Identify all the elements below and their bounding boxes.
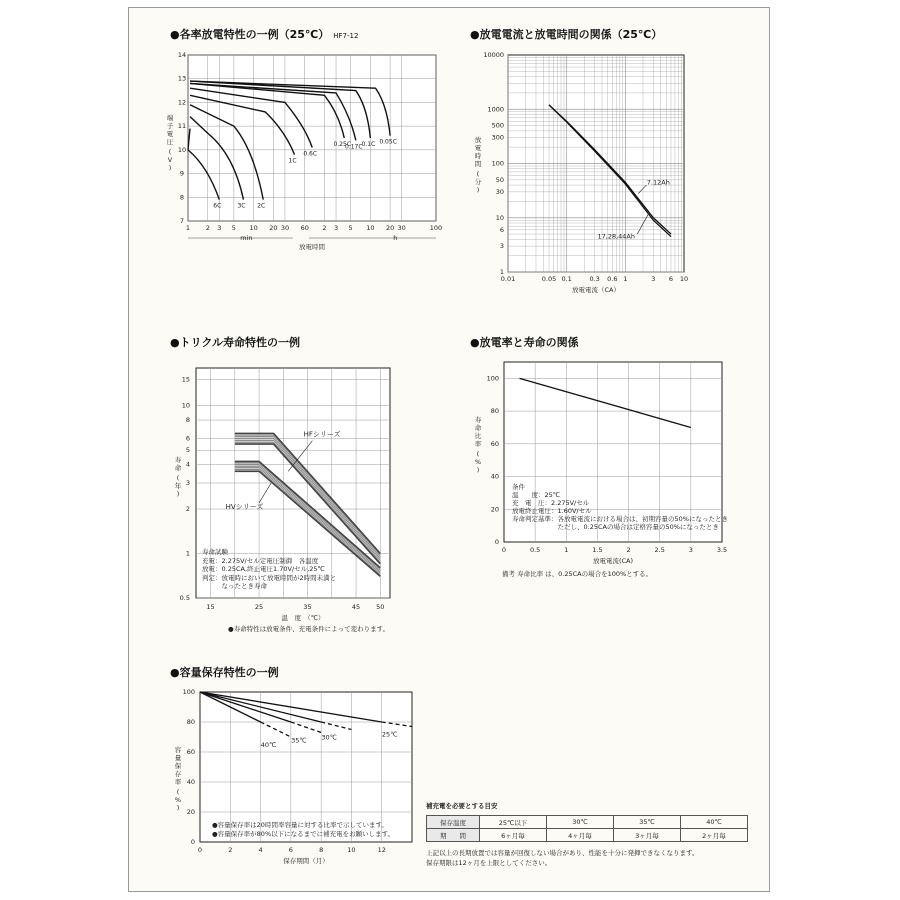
y-tick-label: 6 [185,434,190,443]
x-tick-label: 0 [501,546,507,554]
y-tick-label: 7 [179,217,185,225]
retention-series-label: 25℃ [381,730,398,739]
y-tick-label: 10 [495,213,504,222]
y-tick-label: 80 [490,407,499,416]
x-unit-h-label: h [393,234,398,242]
x-tick-label: 10 [366,224,375,232]
x-tick-label: 1 [623,275,628,283]
y-tick-label: 0 [494,538,499,546]
y-axis-label: 率 [474,440,482,448]
x-tick-label: 0.6 [607,275,618,283]
y-axis-label: 電 [474,144,482,152]
table-cell: 期 間 [427,829,480,842]
y-tick-label: 1 [185,549,190,558]
x-tick-label: 25 [254,603,264,611]
trickle-condition-line: 放電：0.25CA,終止電圧1.70V/セル,25℃ [202,565,325,573]
y-tick-label: 8 [185,416,190,425]
x-tick-label: 2 [228,846,233,854]
y-tick-label: 5 [185,446,190,455]
y-axis-label: ( [476,450,480,458]
y-tick-label: 11 [177,122,187,131]
recharge-note-2: 保存期限は12ヶ月を上限としてください。 [426,859,552,867]
trickle-footnote: ●寿命特性は放電条件、充電条件によって変わります。 [228,625,390,633]
y-axis-label: 保 [174,762,182,770]
retention-note-line: ●容量保存率が80%以下になるまでに補充電をお願いします。 [212,830,395,838]
x-tick-label: 1 [564,546,569,554]
x-axis-label: 温 度 （℃） [281,614,325,622]
x-unit-min-label: min [240,234,253,242]
rate-life-condition-line: 条件 [512,483,525,491]
x-tick-label: 5 [348,224,353,232]
trickle-chart-title: ●トリクル寿命特性の一例 [170,336,301,349]
y-tick-label: 10 [181,401,190,410]
y-tick-label: 40 [490,472,499,481]
y-tick-label: 9 [179,169,185,178]
y-tick-label: 10 [177,145,187,154]
x-tick-label: 30 [280,224,290,232]
y-axis-label: 量 [174,754,182,762]
x-tick-label: 0.3 [589,275,600,283]
y-axis-label: 比 [474,432,482,440]
x-tick-label: 2 [205,224,210,232]
y-tick-label: 100 [486,374,499,383]
curve-label: 0.25C [333,141,352,148]
recharge-table-title: 補充電を必要とする目安 [426,802,498,810]
current-time-chart-title: ●放電電流と放電時間の関係（25℃） [470,28,663,41]
curve-label: 3C [237,202,246,210]
discharge-plot-area [188,55,436,221]
y-axis-label: ) [176,804,180,812]
trickle-condition-line: 充電：2.275V/セル定電圧制御 各温度 [202,556,319,565]
hf-series-label: HFシリーズ [303,430,341,439]
retention-chart-title: ●容量保存特性の一例 [170,666,279,679]
x-tick-label: 35 [303,603,312,611]
hv-series-label: HVシリーズ [225,503,264,512]
x-tick-label: 6 [668,275,674,283]
table-header-cell: 保存温度 [427,816,480,829]
y-tick-label: 15 [181,375,190,384]
x-tick-label: 30 [397,224,406,232]
y-axis-label: V [167,156,173,164]
y-axis-label: ( [168,148,172,156]
curve-label: 0.1C [361,141,376,148]
y-tick-label: 50 [495,175,504,184]
y-axis-label: 年 [174,482,182,490]
y-tick-label: 2 [185,505,190,514]
y-tick-label: 30 [495,187,504,196]
x-tick-label: 2 [626,546,631,554]
table-cell: 3ヶ月毎 [614,829,681,842]
y-tick-label: 20 [490,505,499,514]
x-tick-label: 2 [322,224,327,232]
y-tick-label: 0 [190,838,195,846]
y-tick-label: 300 [491,133,504,142]
x-tick-label: 15 [206,603,215,611]
y-axis-label: 圧 [166,138,174,146]
x-axis-label: 放電時間 [299,243,325,251]
x-axis-label: 放電電流（CA） [572,286,620,294]
y-axis-label: 子 [166,122,174,130]
x-tick-label: 0.5 [529,546,541,554]
recharge-table [426,815,748,842]
y-tick-label: 60 [186,748,195,756]
y-axis-label: 容 [174,746,182,754]
y-axis-label: 寿 [474,416,482,424]
retention-series-label: 30℃ [321,733,337,742]
rate-life-condition-line: 充 電 圧：2.275V/セル [512,499,590,507]
x-tick-label: 0 [197,846,203,854]
retention-series-label: 40℃ [260,741,277,749]
rate-life-condition-line: 放電終止電圧：1.60V/セル [512,507,592,515]
table-header-cell: 40℃ [681,816,748,829]
x-tick-label: 3 [688,546,693,554]
x-tick-label: 2.5 [654,546,665,554]
recharge-note-1: 上記以上の長期放置では容量が回復しない場合があり、性能を十分に発揮できなくなります。 [426,849,699,857]
trickle-condition-line: 寿命試験 [202,548,228,556]
y-axis-label: 存 [174,770,182,778]
x-tick-label: 5 [231,224,236,232]
y-axis-label: 命 [474,424,482,432]
x-tick-label: 10 [347,846,356,854]
x-tick-label: 20 [269,224,278,232]
curve-label: 1C [288,157,297,165]
y-axis-label: 命 [174,464,182,472]
rate-life-chart-title: ●放電率と寿命の関係 [470,336,579,349]
y-axis-label: ( [176,474,180,482]
y-tick-label: 13 [177,74,187,83]
y-axis-label: ) [168,164,172,172]
x-tick-label: 20 [385,224,395,232]
x-tick-label: 1 [185,224,191,232]
y-tick-label: 80 [186,718,195,726]
y-tick-label: 3 [499,242,504,251]
curve-label: 0.05C [379,138,397,146]
y-axis-label: ) [176,490,180,498]
trickle-condition-line: 判定：放電時において放電時間が2時間未満と [202,573,337,582]
y-tick-label: 14 [177,51,187,59]
y-axis-label: 間 [474,160,482,168]
y-axis-label: ( [176,788,180,796]
y-axis-label: 率 [174,778,182,786]
y-axis-label: 時 [474,152,482,160]
x-tick-label: 0.1 [561,275,572,283]
y-tick-label: 20 [186,808,195,816]
x-tick-label: 3 [333,224,339,232]
x-tick-label: 100 [429,224,443,232]
y-axis-label: ) [476,466,480,474]
y-axis-label: 放 [474,136,482,144]
rate-life-condition-line: ただし、0.25CAの場合は定格容量の50%になったとき [512,523,719,531]
retention-note-line: ●容量保存率は20時間率容量に対する比率で示しています。 [212,821,388,829]
x-tick-label: 3 [217,224,222,232]
table-header-cell: 30℃ [547,816,614,829]
y-axis-label: 電 [166,130,174,138]
y-axis-label: ) [476,186,480,194]
x-tick-label: 1.5 [592,546,603,554]
y-tick-label: 0.5 [179,594,190,602]
y-axis-label: % [474,458,482,466]
y-tick-label: 3 [185,479,190,487]
rate-life-condition-line: 寿命判定基準：各放電電流における場合は、初期容量の50%になったとき [512,515,728,523]
x-tick-label: 10 [679,275,689,283]
retention-series-label: 35℃ [291,736,307,745]
x-tick-label: 6 [288,846,293,854]
y-tick-label: 500 [491,121,504,130]
x-tick-label: 60 [300,224,309,232]
recharge-table-row [427,829,748,842]
x-tick-label: 3.5 [716,546,728,554]
x-tick-label: 12 [377,846,386,854]
y-axis-label: 端 [166,114,174,122]
x-tick-label: 3 [651,275,656,283]
curve-label: 0.17C [345,143,363,151]
x-tick-label: 45 [351,603,361,611]
table-header-cell: 35℃ [614,816,681,829]
table-header-cell: 25℃以下 [480,816,547,829]
x-tick-label: 4 [258,846,263,854]
rate-life-footnote: 備考 寿命比率 は、0.25CAの場合を100%とする。 [502,570,653,578]
y-axis-label: 寿 [174,456,182,464]
y-tick-label: 6 [499,225,504,234]
curve-label: 6C [213,202,222,210]
discharge-chart-title: ●各率放電特性の一例（25℃） HF7-12 [170,28,359,41]
annotation-label: 17,28,44Ah [597,232,636,241]
y-tick-label: 4 [185,460,190,469]
y-tick-label: 40 [186,778,195,786]
y-tick-label: 10000 [483,51,504,59]
model-label: HF7-12 [333,32,359,40]
x-axis-label: 保存期間（月） [283,857,329,865]
y-tick-label: 1 [499,268,504,276]
y-tick-label: 8 [179,193,185,202]
y-tick-label: 12 [177,98,187,107]
curve-label: 0.6C [303,150,318,158]
curve-label: 2C [257,202,266,210]
y-axis-label: ( [476,170,480,178]
x-tick-label: 0.05 [541,275,557,283]
y-tick-label: 60 [490,439,499,448]
x-axis-label: 放電電流(CA) [592,557,634,565]
y-tick-label: 100 [491,159,504,168]
x-tick-label: 50 [376,603,385,611]
trickle-condition-line: なったとき寿命 [202,582,267,590]
x-tick-label: 10 [249,224,258,232]
x-tick-label: 8 [319,846,324,854]
y-tick-label: 1000 [487,105,504,114]
table-cell: 2ヶ月毎 [681,829,748,842]
x-tick-label: 0.01 [500,275,516,283]
y-axis-label: % [174,796,182,804]
y-tick-label: 100 [182,688,195,696]
table-cell: 4ヶ月毎 [547,829,614,842]
annotation-label: 7.12Ah [646,178,670,187]
table-cell: 6ヶ月毎 [480,829,547,842]
y-axis-label: 分 [474,178,482,186]
rate-life-condition-line: 温 度：25℃ [512,491,561,499]
recharge-table-header-row [427,816,748,829]
